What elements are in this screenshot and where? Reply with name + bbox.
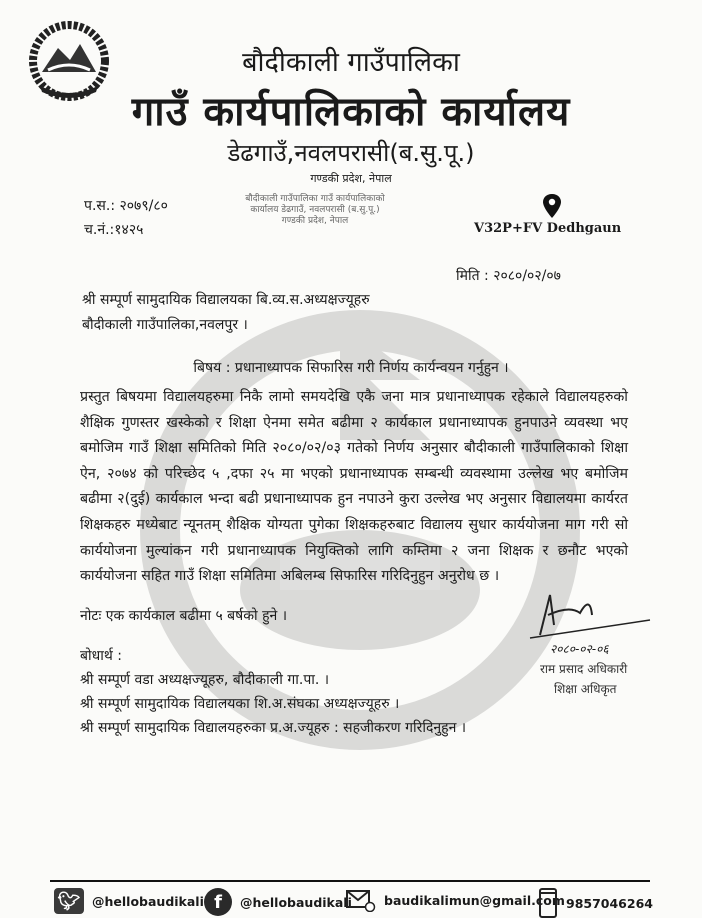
footer-divider: [50, 880, 650, 882]
dispatch-number: च.नं.:१४२५: [84, 222, 144, 238]
handwritten-signature: [520, 590, 680, 640]
cc-item: श्री सम्पूर्ण सामुदायिक विद्यालयका शि.अ.संघका अध्यक्षज्यूहरु ।: [80, 695, 400, 712]
subject: बिषय : प्रधानाध्यापक सिफारिस गरी निर्णय कार्यन्वयन गर्नुहुन ।: [193, 360, 509, 376]
plus-code-location: V32P+FV Dedhgaun: [474, 221, 622, 236]
note: नोटः एक कार्यकाल बढीमा ५ बर्षको हुने ।: [80, 607, 288, 624]
municipality-name: बौदीकाली गाउँपालिका: [242, 47, 460, 78]
cc-heading: बोधार्थ :: [80, 647, 122, 664]
footer-twitter[interactable]: [54, 888, 204, 914]
footer-phone[interactable]: [538, 888, 653, 918]
email-icon: [346, 888, 376, 912]
letter-date: मिति : २०८०/०२/०७: [456, 268, 561, 284]
office-address: डेढगाउँ,नवलपरासी(ब.सु.पू.): [227, 139, 475, 167]
province: गण्डकी प्रदेश, नेपाल: [310, 172, 392, 185]
reference-number: प.स.: २०७९/८०: [84, 198, 168, 214]
facebook-handle[interactable]: @hellobaudikali: [240, 894, 352, 910]
cc-item: श्री सम्पूर्ण वडा अध्यक्षज्यूहरु, बौदीकाली गा.पा. ।: [80, 671, 330, 688]
phone-icon: [538, 888, 558, 918]
signature-date: २०८०-०२-०६: [550, 642, 609, 656]
twitter-handle[interactable]: @hellobaudikali: [92, 893, 204, 909]
office-stamp: [240, 194, 390, 227]
signatory-name: राम प्रसाद अधिकारी: [540, 662, 628, 676]
email-address[interactable]: baudikalimun@gmail.com: [384, 892, 565, 908]
phone-number[interactable]: 9857046264: [566, 895, 653, 911]
facebook-icon: f: [204, 888, 232, 916]
signature-block: [520, 590, 690, 710]
location-pin-icon: [543, 194, 561, 218]
twitter-icon: 🐦︎: [54, 888, 84, 914]
footer-facebook[interactable]: [204, 888, 352, 916]
office-title: गाउँ कार्यपालिकाको कार्यालय: [131, 89, 571, 135]
cc-item: श्री सम्पूर्ण सामुदायिक विद्यालयहरुका प्र.अ.ज्यूहरु : सहजीकरण गरिदिनुहुन ।: [80, 719, 467, 736]
recipient-line-2: बौदीकाली गाउँपालिका,नवलपुर ।: [82, 317, 248, 333]
stamp-text: बौदीकाली गाउँपालिका गाउँ कार्यपालिकाको कार्यालय डेढगाउँ, नवलपरासी (ब.सु.पू.) गण्डकी प्रदेश, नेपाल: [245, 194, 385, 226]
footer-email[interactable]: [346, 888, 565, 912]
body-paragraph: प्रस्तुत बिषयमा विद्यालयहरुमा निकै लामो समयदेखि एकै जना मात्र प्रधानाध्यापक रहेकाले विद्यालयहरुको शैक्षिक गुणस्तर खस्केको र शिक्षा ऐनमा समेत बढीमा २ कार्यकाल प्रधानाध्यापक हुनपाउने व्यवस्था भए बमोजिम गाउँ शिक्षा समितिको मिति २०८०/०२/०३ गतेको निर्णय अनुसार बौदीकाली गाउँपालिकाको शिक्षा ऐन, २०७४ को परिच्छेद ५ ,दफा २५ मा भएको प्रधानाध्यापक सम्बन्धी व्यवस्थामा उल्लेख भए बमोजिम बढीमा २(दुई) कार्यकाल भन्दा बढी प्रधानाध्यापक हुन नपाउने कुरा उल्लेख भए अनुसार विद्यालयमा कार्यरत शिक्षकहरु मध्येबाट न्यूनतम् शैक्षिक योग्यता पुगेका शिक्षकहरुबाट विद्यालय सुधार कार्ययोजना माग गरी सो कार्ययोजना मुल्यांकन गरी प्रधानाध्यापक नियुक्तिको लागि कम्तिमा २ जना शिक्षक र छनौट भएको कार्ययोजना सहित गाउँ शिक्षा समितिमा अबिलम्ब सिफारिस गरिदिनुहुन अनुरोध छ ।: [80, 389, 628, 585]
recipient-line-1: श्री सम्पूर्ण सामुदायिक विद्यालयका बि.व्य.स.अध्यक्षज्यूहरु: [82, 292, 370, 308]
signatory-title: शिक्षा अधिकृत: [554, 682, 617, 696]
